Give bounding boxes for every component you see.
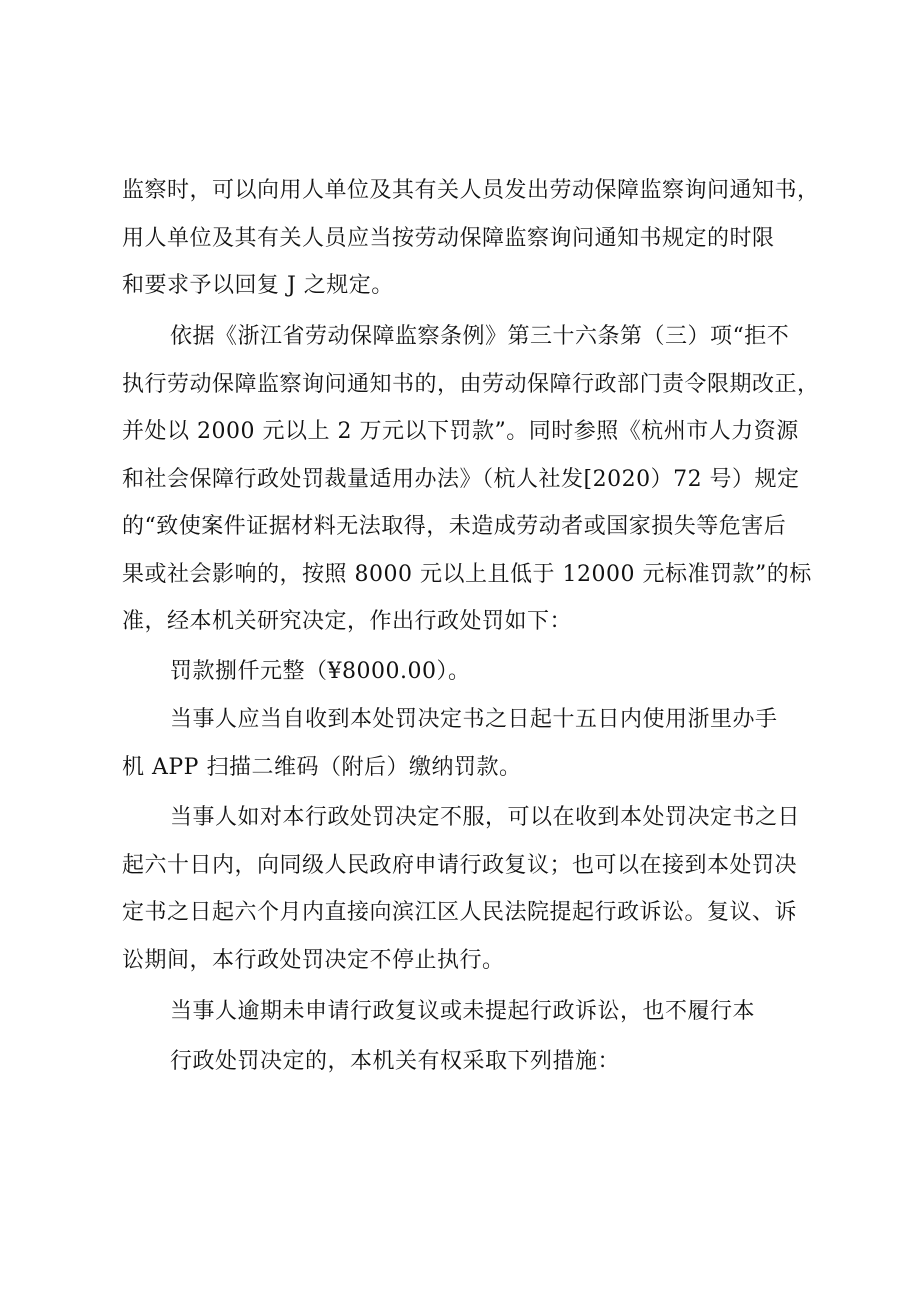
text-line-3: 和要求予以回复 J 之规定。 [122,273,394,298]
text-line-14: 当事人如对本行政处罚决定不服，可以在收到本处罚决定书之日 [170,805,801,830]
text-line-18: 当事人逾期未申请行政复议或未提起行政诉讼，也不履行本 [170,999,756,1024]
text-line-10: 准，经本机关研究决定，作出行政处罚如下： [122,609,573,634]
text-line-9: 果或社会影响的，按照 8000 元以上且低于 12000 元标准罚款”的标 [122,562,812,587]
text-line-17: 讼期间，本行政处罚决定不停止执行。 [122,948,505,973]
text-line-15: 起六十日内，向同级人民政府申请行政复议；也可以在接到本处罚决 [122,853,798,878]
text-line-19: 行政处罚决定的，本机关有权采取下列措施： [170,1049,621,1074]
text-line-1: 监察时，可以向用人单位及其有关人员发出劳动保障监察询问通知书， [122,178,820,203]
text-line-2: 用人单位及其有关人员应当按劳动保障监察询问通知书规定的时限 [122,226,775,251]
text-line-11: 罚款捌仟元整（¥8000.00）。 [170,659,471,684]
text-line-12: 当事人应当自收到本处罚决定书之日起十五日内使用浙里办手 [170,707,778,732]
text-line-6: 并处以 2000 元以上 2 万元以下罚款”。同时参照《杭州市人力资源 [122,419,799,444]
text-line-8: 的“致使案件证据材料无法取得，未造成劳动者或国家损失等危害后 [122,514,787,539]
text-line-4: 依据《浙江省劳动保障监察条例》第三十六条第（三）项“拒不 [170,324,790,349]
text-line-13: 机 APP 扫描二维码（附后）缴纳罚款。 [122,755,522,780]
text-line-16: 定书之日起六个月内直接向滨江区人民法院提起行政诉讼。复议、诉 [122,900,798,925]
text-line-5: 执行劳动保障监察询问通知书的，由劳动保障行政部门责令限期改正， [122,372,820,397]
text-line-7: 和社会保障行政处罚裁量适用办法》（杭人社发[2020）72 号）规定 [122,467,800,492]
